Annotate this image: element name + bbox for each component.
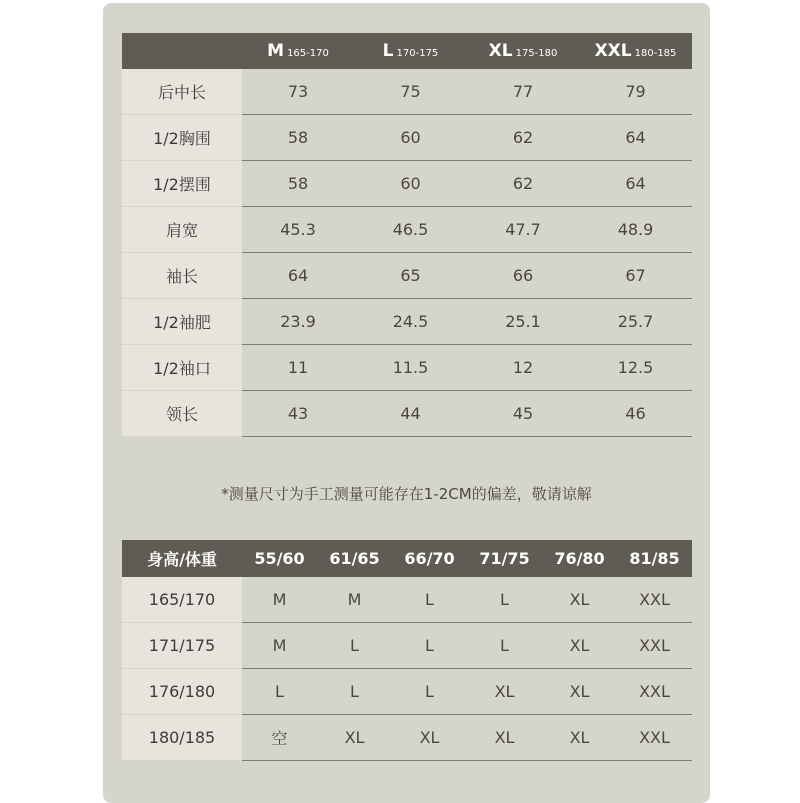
table-cell: 60 — [354, 161, 467, 207]
table-cell: XL — [467, 669, 542, 715]
weight-header: 61/65 — [317, 540, 392, 577]
table-cell: L — [392, 577, 467, 623]
table-cell: 64 — [242, 253, 354, 299]
size-header-l — [354, 33, 467, 69]
size-chart-card — [103, 3, 710, 803]
table-cell: 64 — [579, 115, 692, 161]
table-cell: L — [392, 669, 467, 715]
table-cell: 44 — [354, 391, 467, 437]
table-cell: XL — [542, 669, 617, 715]
table-cell: L — [317, 669, 392, 715]
table-row — [122, 715, 692, 761]
table-cell: 24.5 — [354, 299, 467, 345]
table-cell: 64 — [579, 161, 692, 207]
table-cell: L — [242, 669, 317, 715]
table-row — [122, 623, 692, 669]
size-range: 180-185 — [634, 48, 677, 59]
row-label: 1/2袖口 — [122, 345, 242, 391]
table-cell: 58 — [242, 115, 354, 161]
recommendation-header-row — [122, 540, 692, 577]
table-cell: M — [242, 577, 317, 623]
table-cell: 空 — [242, 715, 317, 761]
table-cell: XXL — [617, 577, 692, 623]
table-cell: L — [392, 623, 467, 669]
table-row — [122, 299, 692, 345]
table-cell: 73 — [242, 69, 354, 115]
table-cell: 12 — [467, 345, 579, 391]
height-label: 176/180 — [122, 669, 242, 715]
table-cell: XL — [317, 715, 392, 761]
table-row — [122, 577, 692, 623]
weight-header: 76/80 — [542, 540, 617, 577]
table-cell: 77 — [467, 69, 579, 115]
table-row — [122, 207, 692, 253]
table-cell: M — [317, 577, 392, 623]
size-letter: M — [267, 41, 285, 61]
table-cell: 12.5 — [579, 345, 692, 391]
size-recommendation-table — [122, 540, 692, 761]
table-row — [122, 161, 692, 207]
size-header-xxl — [579, 33, 692, 69]
size-range: 170-175 — [396, 48, 439, 59]
table-row — [122, 345, 692, 391]
table-cell: XL — [542, 623, 617, 669]
table-cell: 25.7 — [579, 299, 692, 345]
size-header-m — [242, 33, 354, 69]
row-label: 袖长 — [122, 253, 242, 299]
table-row — [122, 391, 692, 437]
row-label: 后中长 — [122, 69, 242, 115]
row-label: 肩宽 — [122, 207, 242, 253]
size-header-xl — [467, 33, 579, 69]
table-cell: 58 — [242, 161, 354, 207]
measurement-header-row — [122, 33, 692, 69]
size-letter: XL — [488, 41, 513, 61]
table-cell: M — [242, 623, 317, 669]
table-cell: XL — [392, 715, 467, 761]
row-label: 1/2胸围 — [122, 115, 242, 161]
table-cell: XL — [542, 577, 617, 623]
table-cell: 11.5 — [354, 345, 467, 391]
table-cell: 62 — [467, 115, 579, 161]
table-cell: 67 — [579, 253, 692, 299]
table-cell: 62 — [467, 161, 579, 207]
table-cell: 47.7 — [467, 207, 579, 253]
table-cell: XXL — [617, 623, 692, 669]
table-cell: 75 — [354, 69, 467, 115]
table-row — [122, 115, 692, 161]
weight-header: 81/85 — [617, 540, 692, 577]
table-cell: 45.3 — [242, 207, 354, 253]
table-row — [122, 69, 692, 115]
height-weight-corner: 身高/体重 — [122, 540, 242, 577]
size-range: 175-180 — [515, 48, 558, 59]
height-label: 180/185 — [122, 715, 242, 761]
table-cell: 48.9 — [579, 207, 692, 253]
table-row — [122, 253, 692, 299]
table-cell: 11 — [242, 345, 354, 391]
table-cell: 25.1 — [467, 299, 579, 345]
table-cell: 43 — [242, 391, 354, 437]
table-cell: 46.5 — [354, 207, 467, 253]
row-label: 1/2摆围 — [122, 161, 242, 207]
measurement-table — [122, 33, 692, 437]
measurement-corner-cell — [122, 33, 242, 69]
row-label: 领长 — [122, 391, 242, 437]
table-cell: 46 — [579, 391, 692, 437]
table-cell: XXL — [617, 669, 692, 715]
table-cell: 45 — [467, 391, 579, 437]
weight-header: 55/60 — [242, 540, 317, 577]
table-cell: XL — [542, 715, 617, 761]
table-cell: L — [467, 623, 542, 669]
height-label: 165/170 — [122, 577, 242, 623]
table-cell: 79 — [579, 69, 692, 115]
height-label: 171/175 — [122, 623, 242, 669]
table-cell: 60 — [354, 115, 467, 161]
measurement-note: *测量尺寸为手工测量可能存在1-2CM的偏差，敬请谅解 — [221, 485, 592, 503]
table-cell: 66 — [467, 253, 579, 299]
size-range: 165-170 — [287, 48, 329, 59]
row-label: 1/2袖肥 — [122, 299, 242, 345]
weight-header: 66/70 — [392, 540, 467, 577]
table-cell: 23.9 — [242, 299, 354, 345]
weight-header: 71/75 — [467, 540, 542, 577]
size-letter: L — [382, 41, 394, 61]
table-cell: XXL — [617, 715, 692, 761]
size-letter: XXL — [594, 41, 632, 61]
table-cell: 65 — [354, 253, 467, 299]
table-cell: L — [317, 623, 392, 669]
table-cell: XL — [467, 715, 542, 761]
table-cell: L — [467, 577, 542, 623]
table-row — [122, 669, 692, 715]
